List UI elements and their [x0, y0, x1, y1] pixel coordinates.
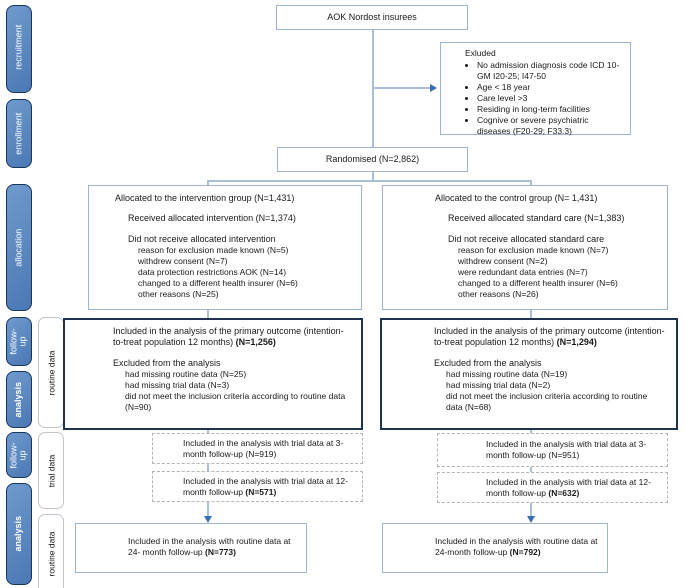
reason-item: withdrew consent (N=7)	[138, 255, 228, 266]
allocated-line: Allocated to the control group (N= 1,431)	[435, 193, 598, 203]
trial-3m-text: Included in the analysis with trial data at 3-month follow-up (N=919)	[183, 438, 344, 459]
stage-allocation	[6, 184, 32, 311]
intervention-routine-24m-box	[75, 523, 307, 573]
excluded-item: • Residing in long-term facilities	[477, 104, 624, 115]
allocated-line: Allocated to the intervention group (N=1,431)	[115, 193, 295, 203]
stage-follow-up-1	[6, 317, 32, 366]
excluded-item: • No admission diagnosis code ICD 10-GM I20-25; I47-50	[477, 60, 624, 82]
connector-randomised-down	[372, 172, 374, 180]
not-received-reasons	[435, 245, 661, 300]
excluded-list	[465, 60, 624, 137]
received-line: Received allocated standard care (N=1,383)	[448, 213, 625, 224]
primary-excluded-header: Excluded from the analysis	[434, 357, 542, 368]
stage-analysis-2	[6, 483, 32, 585]
reason-item: were redundant data entries (N=7)	[458, 266, 588, 277]
reason-item: changed to a different health insurer (N=6)	[138, 277, 298, 288]
primary-included-line	[113, 326, 351, 349]
connector-split	[207, 180, 531, 182]
reason-item: changed to a different health insurer (N=6)	[458, 277, 618, 288]
excluded-title: Exluded	[465, 48, 496, 58]
source-population-box	[276, 5, 468, 30]
stage-analysis-1	[6, 371, 32, 428]
routine-24m-text: Included in the analysis with routine data at 24- month follow-up	[128, 536, 291, 557]
intervention-allocation-box	[88, 185, 362, 310]
trial-12m-n: (N=632)	[548, 487, 580, 498]
stage-recruitment	[6, 5, 32, 93]
primary-excluded-list	[434, 369, 666, 413]
stage-label: analysis	[13, 516, 24, 552]
primary-excluded-item: had missing routine data (N=25)	[125, 368, 247, 379]
randomised-box	[277, 147, 468, 172]
primary-included-line	[434, 326, 666, 349]
connector-to-excluded	[372, 87, 430, 89]
control-trial-12m-box	[437, 472, 668, 503]
routine-24m-n: (N=792)	[509, 546, 541, 557]
track-label: routine data	[46, 531, 56, 577]
primary-excluded-item: did not meet the inclusion criteria according to routine data (N=90)	[125, 390, 346, 412]
primary-excluded-item: did not meet the inclusion criteria according to routine data (N=68)	[446, 390, 648, 412]
stage-label: follow-up	[8, 441, 29, 469]
reason-item: data protection restrictions AOK (N=14)	[138, 266, 287, 277]
control-allocation-box	[382, 185, 668, 310]
excluded-item: • Care level >3	[477, 93, 624, 104]
excluded-item: • Cognive or severe psychiatric diseases (F20-29; F33.3)	[477, 115, 624, 137]
track-routine-data-1	[38, 317, 64, 428]
reason-item: other reasons (N=26)	[458, 288, 539, 299]
primary-excluded-item: had missing trial data (N=3)	[125, 379, 230, 390]
reason-item: reason for exclusion made known (N=5)	[138, 244, 289, 255]
control-trial-3m-box	[437, 433, 668, 467]
stage-follow-up-2	[6, 432, 32, 478]
control-routine-24m-box	[382, 523, 608, 573]
arrow-into-routine24-left	[204, 516, 212, 523]
trial-12m-text: Included in the analysis with trial data at 12-month follow-up	[486, 477, 651, 498]
routine-24m-n: (N=773)	[205, 546, 236, 557]
intervention-trial-3m-box	[152, 433, 363, 464]
intervention-trial-12m-box	[152, 471, 363, 502]
track-routine-data-2	[38, 514, 64, 588]
reason-item: reason for exclusion made known (N=7)	[458, 244, 609, 255]
intervention-primary-outcome-box	[63, 318, 363, 430]
randomised-text: Randomised (N=2,862)	[325, 153, 420, 164]
trial-3m-text: Included in the analysis with trial data at 3-month follow-up (N=951)	[486, 439, 647, 460]
arrow-into-excluded	[430, 84, 437, 92]
control-primary-outcome-box	[380, 318, 678, 430]
track-trial-data	[38, 432, 64, 509]
primary-included-n: (N=1,256)	[235, 337, 276, 348]
primary-excluded-list	[113, 369, 351, 413]
stage-label: allocation	[13, 228, 24, 267]
stage-label: enrollment	[13, 112, 24, 155]
excluded-box	[440, 42, 631, 135]
stage-enrollment	[6, 99, 32, 168]
received-line: Received allocated intervention (N=1,374)	[128, 213, 296, 224]
reason-item: other reasons (N=25)	[138, 288, 219, 299]
not-received-reasons	[115, 245, 355, 300]
routine-24m-text: Included in the analysis with routine data at 24-month follow-up	[435, 536, 598, 557]
excluded-item: • Age < 18 year	[477, 82, 624, 93]
arrow-into-routine24-right	[527, 516, 535, 523]
stage-label: analysis	[13, 381, 24, 418]
not-received-line: Did not receive allocated standard care	[448, 233, 605, 244]
trial-12m-n: (N=571)	[245, 486, 277, 497]
primary-included-text: Included in the analysis of the primary outcome (intention-to-treat population 12 months)	[113, 326, 344, 348]
track-label: trial data	[46, 454, 57, 487]
primary-excluded-header: Excluded from the analysis	[113, 357, 221, 368]
primary-excluded-item: had missing routine data (N=19)	[446, 368, 568, 379]
reason-item: withdrew consent (N=2)	[458, 255, 548, 266]
track-label: routine data	[46, 350, 56, 395]
connector-top-to-randomised	[372, 30, 374, 147]
source-population-text: AOK Nordost insurees	[327, 11, 417, 22]
primary-included-n: (N=1,294)	[556, 337, 597, 348]
primary-excluded-item: had missing trial data (N=2)	[446, 379, 551, 390]
stage-label: follow-up	[8, 328, 29, 355]
stage-label: recruitment	[13, 24, 24, 70]
not-received-line: Did not receive allocated intervention	[128, 233, 276, 244]
primary-included-text: Included in the analysis of the primary outcome (intention-to-treat population 12 months)	[434, 326, 665, 348]
trial-12m-text: Included in the analysis with trial data at 12-month follow-up	[183, 476, 348, 497]
